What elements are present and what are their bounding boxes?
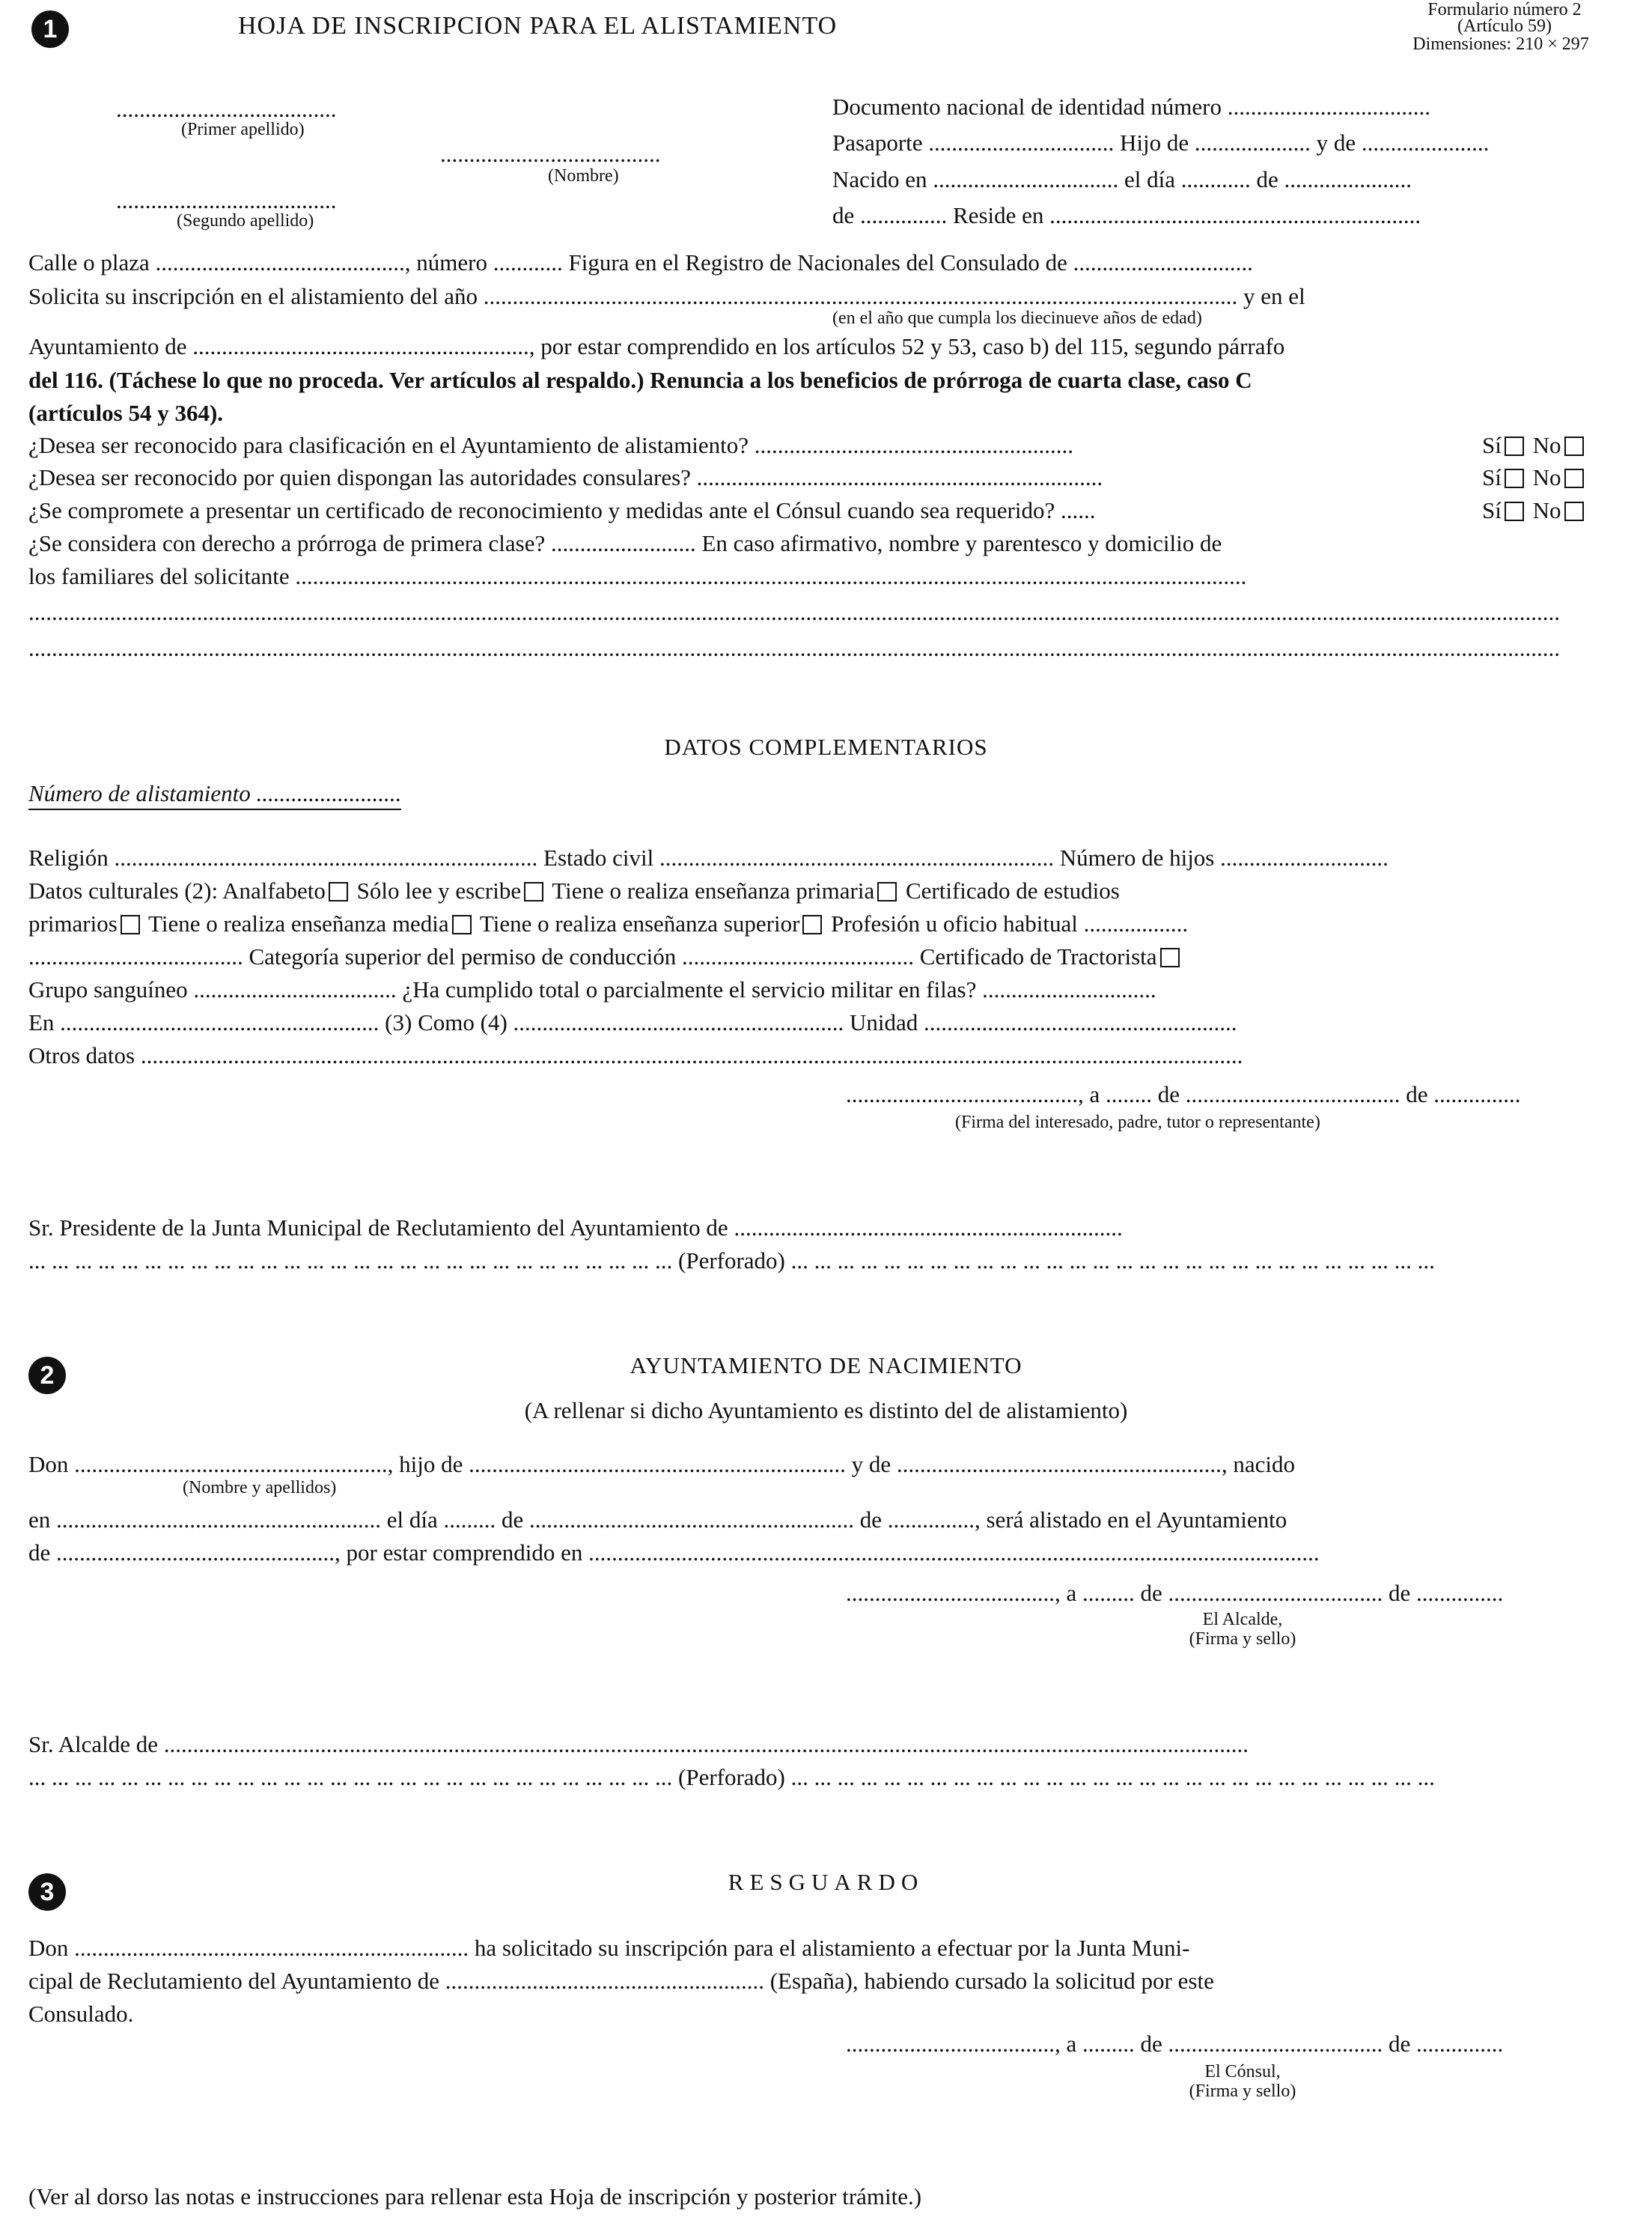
primer-apellido-label: (Primer apellido): [181, 120, 305, 139]
reside-line[interactable]: de ............... Reside en ................................................................: [832, 202, 1421, 228]
dots-line-1[interactable]: ........................................................................................................................................................................................................................................................................: [28, 599, 1560, 625]
solo-lee-checkbox[interactable]: [524, 882, 543, 901]
numero-alistamiento[interactable]: Número de alistamiento .........................: [28, 780, 401, 810]
ayuntamiento-line[interactable]: Ayuntamiento de .........................................................., por estar comprendido en los artículos 52 y 53, caso b) del 115, segundo párrafo: [28, 333, 1285, 359]
alcalde-firma-label: (Firma y sello): [1189, 1629, 1296, 1649]
nombre-field[interactable]: ......................................: [440, 141, 661, 167]
en-dia-line[interactable]: en ........................................................ el día ......... de ........................................................ de ..............., será alistado en el Ayuntamiento: [28, 1506, 1287, 1533]
permiso-line: [28, 943, 1629, 970]
segundo-apellido-label: (Segundo apellido): [177, 211, 314, 231]
section-3-fecha[interactable]: ...................................., a ......... de ..................................... de ...............: [846, 2031, 1504, 2057]
dni-line[interactable]: Documento nacional de identidad número ...................................: [832, 94, 1430, 120]
solo-lee-label: Sólo lee y escribe: [356, 878, 522, 904]
en-como-line[interactable]: En ....................................................... (3) Como (4) ......................................................... Unidad ......................................................: [28, 1009, 1237, 1035]
comprendido-line[interactable]: de ................................................, por estar comprendido en ..............................................................................................................................: [28, 1539, 1320, 1566]
alcalde-label: El Alcalde,: [1202, 1610, 1283, 1629]
no-label: No: [1532, 497, 1561, 523]
no-checkbox[interactable]: [1564, 502, 1584, 521]
section-1-badge: 1: [31, 10, 69, 48]
yes-label: Sí: [1482, 432, 1502, 458]
analfabeto-checkbox[interactable]: [329, 882, 348, 901]
don-line[interactable]: Don ......................................................, hijo de ................................................................. y de ........................................................, nacido: [28, 1451, 1296, 1477]
primarios-checkbox[interactable]: [121, 915, 140, 934]
consul-label: El Cónsul,: [1204, 2062, 1281, 2081]
datos-culturales-line-2: [28, 910, 1629, 937]
question-certificado: [28, 497, 1629, 524]
resguardo-line-3: Consulado.: [28, 2001, 134, 2027]
no-checkbox[interactable]: [1564, 437, 1584, 456]
firma-interesado-label: (Firma del interesado, padre, tutor o representante): [955, 1113, 1320, 1132]
fecha-firma-line[interactable]: ........................................, a ........ de ..................................... de ...............: [846, 1081, 1521, 1107]
calle-line[interactable]: Calle o plaza ..........................................., número ............ Figura en el Registro de Nacionales del Consulado de ...............................: [28, 249, 1253, 276]
form-article: (Artículo 59): [1457, 16, 1552, 36]
resguardo-line-1[interactable]: Don .................................................................... ha solicitado su inscripción para el alistamiento a efectuar por la Junta Muni-: [28, 1935, 1190, 1961]
analfabeto-label: Datos culturales (2): Analfabeto: [28, 878, 326, 904]
question-text: ¿Desea ser reconocido por quien dispongan las autoridades consulares? ......................................................................: [28, 464, 1103, 490]
no-label: No: [1532, 432, 1561, 458]
media-checkbox[interactable]: [452, 915, 472, 934]
yes-label: Sí: [1482, 464, 1502, 490]
form-number: Formulario número 2: [1427, 0, 1582, 19]
perforado-line-1: ... ... ... ... ... ... ... ... ... ... ... ... ... ... ... ... ... ... ... ... ... ... ... ... ... ... ... ... (Perforado) ... ... ... ... ... ... ... ... ... ... ... ... ... ... ... ... ... ... ... ... ... ... ... ... ... ... ... ...: [28, 1247, 1435, 1274]
footer-note: (Ver al dorso las notas e instrucciones para rellenar esta Hoja de inscripción y posterior trámite.): [28, 2183, 922, 2210]
primaria-checkbox[interactable]: [877, 882, 897, 901]
complementarios-title: DATOS COMPLEMENTARIOS: [664, 734, 988, 760]
dots-line-2[interactable]: ........................................................................................................................................................................................................................................................................: [28, 635, 1560, 661]
q1-options: [1482, 432, 1587, 459]
question-text: ¿Se compromete a presentar un certificado de reconocimiento y medidas ante el Cónsul cuando sea requerido? ......: [28, 497, 1096, 523]
superior-label: Tiene o realiza enseñanza superior: [479, 910, 800, 937]
primer-apellido-field[interactable]: ......................................: [116, 96, 337, 122]
form-title: HOJA DE INSCRIPCION PARA EL ALISTAMIENTO: [238, 12, 838, 40]
yes-label: Sí: [1482, 497, 1502, 523]
segundo-apellido-field[interactable]: ......................................: [116, 187, 337, 213]
nacido-line[interactable]: Nacido en ................................ el día ............ de ......................: [832, 166, 1412, 192]
superior-checkbox[interactable]: [802, 915, 822, 934]
pasaporte-line[interactable]: Pasaporte ................................ Hijo de .................... y de ......................: [832, 130, 1490, 156]
nombre-label: (Nombre): [548, 166, 619, 186]
consul-firma-label: (Firma y sello): [1189, 2081, 1296, 2101]
media-label: Tiene o realiza enseñanza media: [148, 910, 449, 937]
no-label: No: [1532, 464, 1561, 490]
primarios-label: primarios: [28, 910, 118, 937]
presidente-line[interactable]: Sr. Presidente de la Junta Municipal de Reclutamiento del Ayuntamiento de ...................................................................: [28, 1214, 1123, 1241]
datos-culturales-line-1: [28, 878, 1629, 904]
q3-options: [1482, 497, 1587, 524]
question-clasificacion: [28, 432, 1629, 459]
resguardo-title: RESGUARDO: [728, 1869, 924, 1895]
primaria-label: Tiene o realiza enseñanza primaria: [552, 878, 875, 904]
grupo-sanguineo-line[interactable]: Grupo sanguíneo ................................... ¿Ha cumplido total o parcialmente el servicio militar en filas? ..............................: [28, 976, 1156, 1003]
section-2-subtitle: (A rellenar si dicho Ayuntamiento es distinto del de alistamiento): [524, 1397, 1128, 1423]
question-prorroga[interactable]: ¿Se considera con derecho a prórroga de primera clase? ......................... En caso afirmativo, nombre y parentesco y domicilio de: [28, 530, 1222, 556]
no-checkbox[interactable]: [1564, 469, 1584, 488]
section-2-fecha[interactable]: ...................................., a ......... de ..................................... de ...............: [846, 1580, 1504, 1606]
otros-datos-line[interactable]: Otros datos ..............................................................................................................................................................................................: [28, 1042, 1243, 1068]
profesion-field[interactable]: Profesión u oficio habitual ..................: [831, 910, 1189, 937]
tachese-line: del 116. (Táchese lo que no proceda. Ver artículos al respaldo.) Renuncia a los beneficios de prórroga de cuarta clase, caso C: [28, 367, 1252, 393]
question-text: ¿Desea ser reconocido para clasificación en el Ayuntamiento de alistamiento? .......................................................: [28, 432, 1074, 458]
certificado-label: Certificado de estudios: [906, 878, 1120, 904]
religion-line[interactable]: Religión ......................................................................... Estado civil .................................................................... Número de hijos .............................: [28, 845, 1389, 871]
question-autoridades: [28, 464, 1629, 491]
section-3-badge: 3: [28, 1873, 66, 1911]
resguardo-line-2[interactable]: cipal de Reclutamiento del Ayuntamiento de ....................................................... (España), habiendo cursado la solicitud por este: [28, 1968, 1214, 1994]
perforado-line-2: ... ... ... ... ... ... ... ... ... ... ... ... ... ... ... ... ... ... ... ... ... ... ... ... ... ... ... ... (Perforado) ... ... ... ... ... ... ... ... ... ... ... ... ... ... ... ... ... ... ... ... ... ... ... ... ... ... ... ...: [28, 1764, 1435, 1790]
sr-alcalde-line[interactable]: Sr. Alcalde de ...........................................................................................................................................................................................: [28, 1731, 1249, 1757]
yes-checkbox[interactable]: [1505, 437, 1524, 456]
yes-checkbox[interactable]: [1505, 469, 1524, 488]
nombre-apellidos-label: (Nombre y apellidos): [183, 1478, 337, 1497]
yes-checkbox[interactable]: [1505, 502, 1524, 521]
articulos-line: (artículos 54 y 364).: [28, 400, 224, 426]
permiso-text[interactable]: ..................................... Categoría superior del permiso de conducción ........................................ Certificado de Tractorista: [28, 943, 1157, 970]
solicita-line[interactable]: Solicita su inscripción en el alistamiento del año .................................................................................................................................. y en el: [28, 283, 1305, 309]
tractorista-checkbox[interactable]: [1160, 948, 1180, 967]
solicita-note: (en el año que cumpla los diecinueve años de edad): [832, 308, 1202, 328]
section-2-badge: 2: [28, 1357, 66, 1394]
q2-options: [1482, 464, 1587, 491]
form-dimensions: Dimensiones: 210 × 297: [1412, 34, 1589, 54]
section-2-title: AYUNTAMIENTO DE NACIMIENTO: [630, 1352, 1022, 1378]
familiares-line[interactable]: los familiares del solicitante ....................................................................................................................................................................: [28, 563, 1247, 589]
